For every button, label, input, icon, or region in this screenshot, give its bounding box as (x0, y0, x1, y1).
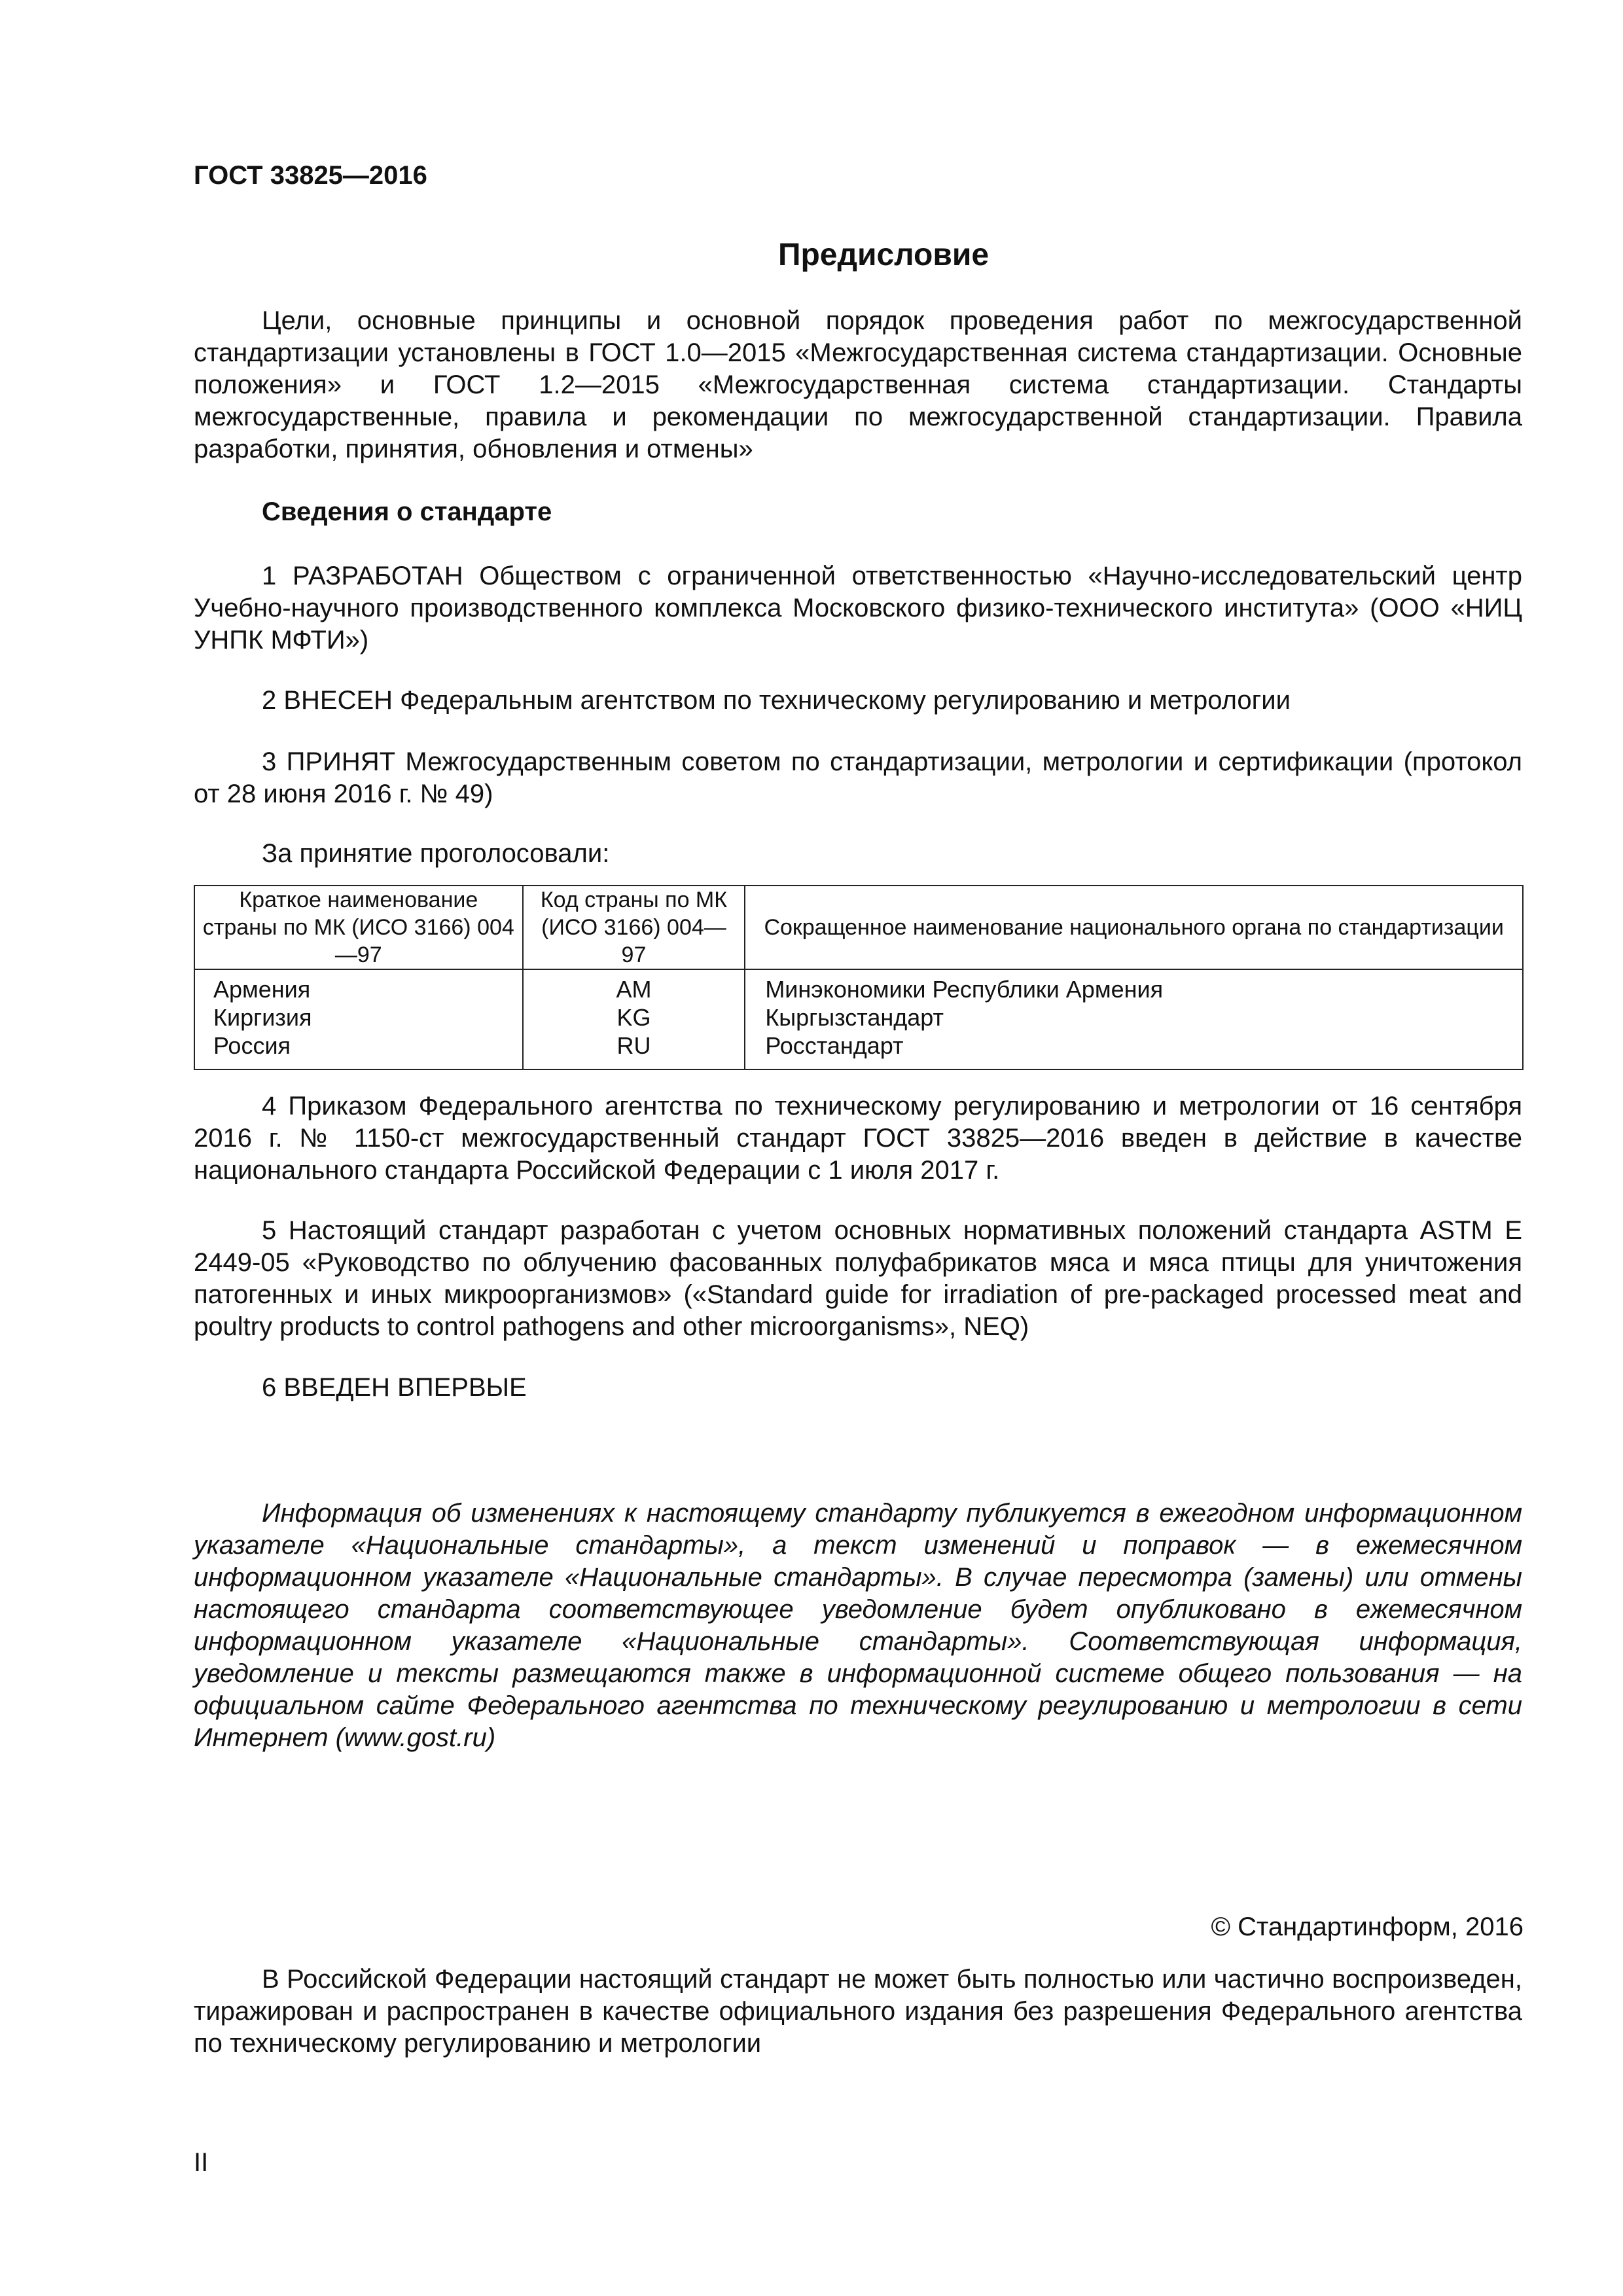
copyright: © Стандартинформ, 2016 (1211, 1912, 1524, 1941)
item-developed: 1 РАЗРАБОТАН Обществом с ограниченной ответственностью «Научно-исследовательский центр Учебно-научного производственного комплекса Московского физико-технического института» (ООО «НИЦ УНПК МФТИ») (194, 562, 1522, 655)
voted-label: За принятие проголосовали: (262, 839, 610, 868)
table-cell-body: Минэкономики Республики Армения (765, 976, 1164, 1003)
table-cell-code: KG (616, 1004, 651, 1031)
table-cell-code: AM (616, 976, 652, 1003)
table-header-body: Сокращенное наименование национального органа по стандартизации (745, 886, 1523, 969)
page-number: II (194, 2148, 209, 2177)
code-column (523, 969, 745, 1069)
table-cell-body: Кыргызстандарт (765, 1004, 944, 1031)
country-column (194, 969, 523, 1069)
table-cell-country: Россия (213, 1032, 291, 1059)
table-body (194, 969, 1523, 1069)
table-header-country: Краткое наименование страны по МК (ИСО 3166) 004—97 (194, 886, 523, 969)
item-adopted: 3 ПРИНЯТ Межгосударственным советом по стандартизации, метрологии и сертификации (протокол от 28 июня 2016 г. № 49) (194, 747, 1522, 808)
table-cell-body: Росстандарт (765, 1032, 904, 1059)
item-first-introduced: 6 ВВЕДЕН ВПЕРВЫЕ (262, 1373, 527, 1402)
reproduction-notice: В Российской Федерации настоящий стандарт не может быть полностью или частично воспроизведен, тиражирован и распространен в качестве официального издания без разрешения Федерального агентства по техническому регулированию и метрологии (194, 1965, 1522, 2058)
info-heading: Сведения о стандарте (262, 497, 552, 526)
intro-paragraph: Цели, основные принципы и основной порядок проведения работ по межгосударственной стандартизации установлены в ГОСТ 1.0—2015 «Межгосударственная система стандартизации. Основные положения» и ГОСТ 1.2—2015 «Межгосударственная система стандартизации. Стандарты межгосударственные, правила и рекомендации по межгосударственной стандартизации. Правила разработки, принятия, обновления и отмены» (194, 306, 1522, 463)
item-submitted: 2 ВНЕСЕН Федеральным агентством по техническому регулированию и метрологии (262, 686, 1291, 715)
voting-table (194, 885, 1524, 1070)
item-based-on: 5 Настоящий стандарт разработан с учетом основных нормативных положений стандарта ASTM E 2449-05 «Руководство по облучению фасованных полуфабрикатов мяса и мяса птицы для уничтожения патогенных и иных микроорганизмов» («Standard guide for irradiation of pre-packaged processed meat and poultry products to control pathogens and other microorganisms», NEQ) (194, 1216, 1522, 1341)
table-cell-code: RU (616, 1032, 651, 1059)
document-code: ГОСТ 33825—2016 (194, 161, 427, 190)
table-cell-country: Армения (213, 976, 311, 1003)
table-cell-country: Киргизия (213, 1004, 312, 1031)
table-header-row (194, 886, 1523, 969)
body-column (745, 969, 1523, 1069)
page-title: Предисловие (777, 238, 990, 272)
changes-notice: Информация об изменениях к настоящему стандарту публикуется в ежегодном информационном указателе «Национальные стандарты», а текст изменений и поправок — в ежемесячном информационном указателе «Национальные стандарты». В случае пересмотра (замены) или отмены настоящего стандарта соответствующее уведомление будет опубликовано в ежемесячном информационном указателе «Национальные стандарты». Соответствующая информация, уведомление и тексты размещаются также в информационной системе общего пользования — на официальном сайте Федерального агентства по техническому регулированию и метрологии в сети Интернет (www.gost.ru) (194, 1499, 1522, 1752)
table-header-code: Код страны по МК (ИСО 3166) 004—97 (523, 886, 745, 969)
item-enacted: 4 Приказом Федерального агентства по техническому регулированию и метрологии от 16 сентября 2016 г. № 1150-ст межгосударственный стандарт ГОСТ 33825—2016 введен в действие в качестве национального стандарта Российской Федерации с 1 июля 2017 г. (194, 1092, 1522, 1185)
